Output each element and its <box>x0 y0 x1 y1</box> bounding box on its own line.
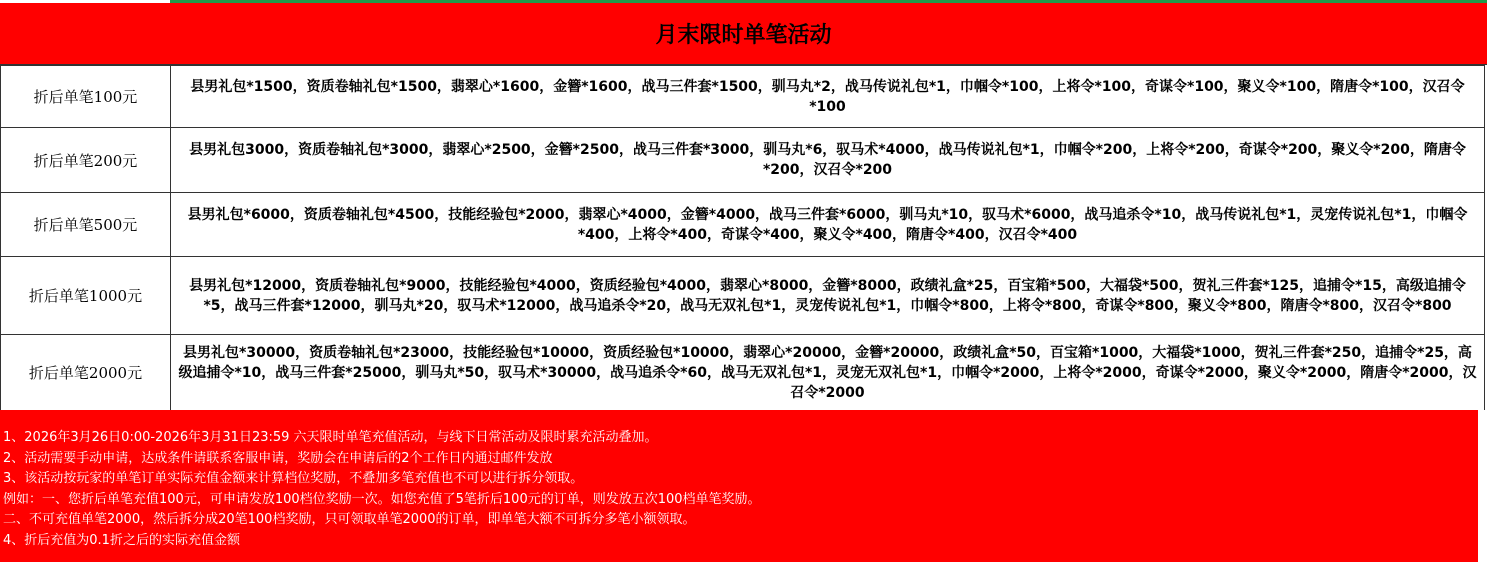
note-line: 4、折后充值为0.1折之后的实际充值金额 <box>3 532 240 548</box>
page-title: 月末限时单笔活动 <box>655 23 832 48</box>
tier-label: 折后单笔200元 <box>1 128 171 193</box>
table-row <box>1 193 1485 257</box>
tier-rewards: 县男礼包3000，资质卷轴礼包*3000，翡翠心*2500，金簪*2500，战马三件套*3000，驯马丸*6，驭马术*4000，战马传说礼包*1，巾帼令*200，上将令*200，奇谋令*200，聚义令*200，隋唐令*200，汉召令*200 <box>171 128 1485 193</box>
note-line: 1、2026年3月26日0:00-2026年3月31日23:59 六天限时单笔充值活动，与线下日常活动及限时累充活动叠加。 <box>3 430 658 445</box>
note-line: 例如：一、您折后单笔充值100元，可申请发放100档位奖励一次。如您充值了5笔折后100元的订单，则发放五次100档单笔奖励。 <box>3 491 761 507</box>
title-banner <box>0 3 1487 65</box>
tier-rewards: 县男礼包*1500，资质卷轴礼包*1500，翡翠心*1600，金簪*1600，战马三件套*1500，驯马丸*2，战马传说礼包*1，巾帼令*100，上将令*100，奇谋令*100，聚义令*100，隋唐令*100，汉召令*100 <box>171 66 1485 128</box>
table-row <box>1 128 1485 193</box>
tier-rewards: 县男礼包*6000，资质卷轴礼包*4500，技能经验包*2000，翡翠心*4000，金簪*4000，战马三件套*6000，驯马丸*10，驭马术*6000，战马追杀令*10，战马传说礼包*1，灵宠传说礼包*1，巾帼令*400，上将令*400，奇谋令*400，聚义令*400，隋唐令*400，汉召令*400 <box>171 193 1485 257</box>
tier-label: 折后单笔1000元 <box>1 257 171 335</box>
tier-label: 折后单笔500元 <box>1 193 171 257</box>
table-row <box>1 335 1485 411</box>
rules-notes <box>0 410 1487 562</box>
note-line: 二、不可充值单笔2000，然后拆分成20笔100档奖励，只可领取单笔2000的订单，即单笔大额不可拆分多笔小额领取。 <box>3 512 696 527</box>
table-row <box>1 66 1485 128</box>
tier-rewards: 县男礼包*30000，资质卷轴礼包*23000，技能经验包*10000，资质经验包*10000，翡翠心*20000，金簪*20000，政绩礼盒*50，百宝箱*1000，大福袋*1000，贺礼三件套*250，追捕令*25，高级追捕令*10，战马三件套*25000，驯马丸*50，驭马术*30000，战马追杀令*60，战马无双礼包*1，灵宠无双礼包*1，巾帼令*2000，上将令*2000，奇谋令*2000，聚义令*2000，隋唐令*2000，汉召令*2000 <box>171 335 1485 411</box>
note-line: 3、该活动按玩家的单笔订单实际充值金额来计算档位奖励，不叠加多笔充值也不可以进行拆分领取。 <box>3 471 584 486</box>
tier-label: 折后单笔100元 <box>1 66 171 128</box>
note-line: 2、活动需要手动申请，达成条件请联系客服申请，奖励会在申请后的2个工作日内通过邮件发放 <box>3 450 553 466</box>
table-row <box>1 257 1485 335</box>
right-edge <box>1478 410 1487 562</box>
tier-label: 折后单笔2000元 <box>1 335 171 411</box>
rewards-table <box>0 65 1485 411</box>
tier-rewards: 县男礼包*12000，资质卷轴礼包*9000，技能经验包*4000，资质经验包*4000，翡翠心*8000，金簪*8000，政绩礼盒*25，百宝箱*500，大福袋*500，贺礼三件套*125，追捕令*15，高级追捕令*5，战马三件套*12000，驯马丸*20，驭马术*12000，战马追杀令*20，战马无双礼包*1，灵宠传说礼包*1，巾帼令*800，上将令*800，奇谋令*800，聚义令*800，隋唐令*800，汉召令*800 <box>171 257 1485 335</box>
